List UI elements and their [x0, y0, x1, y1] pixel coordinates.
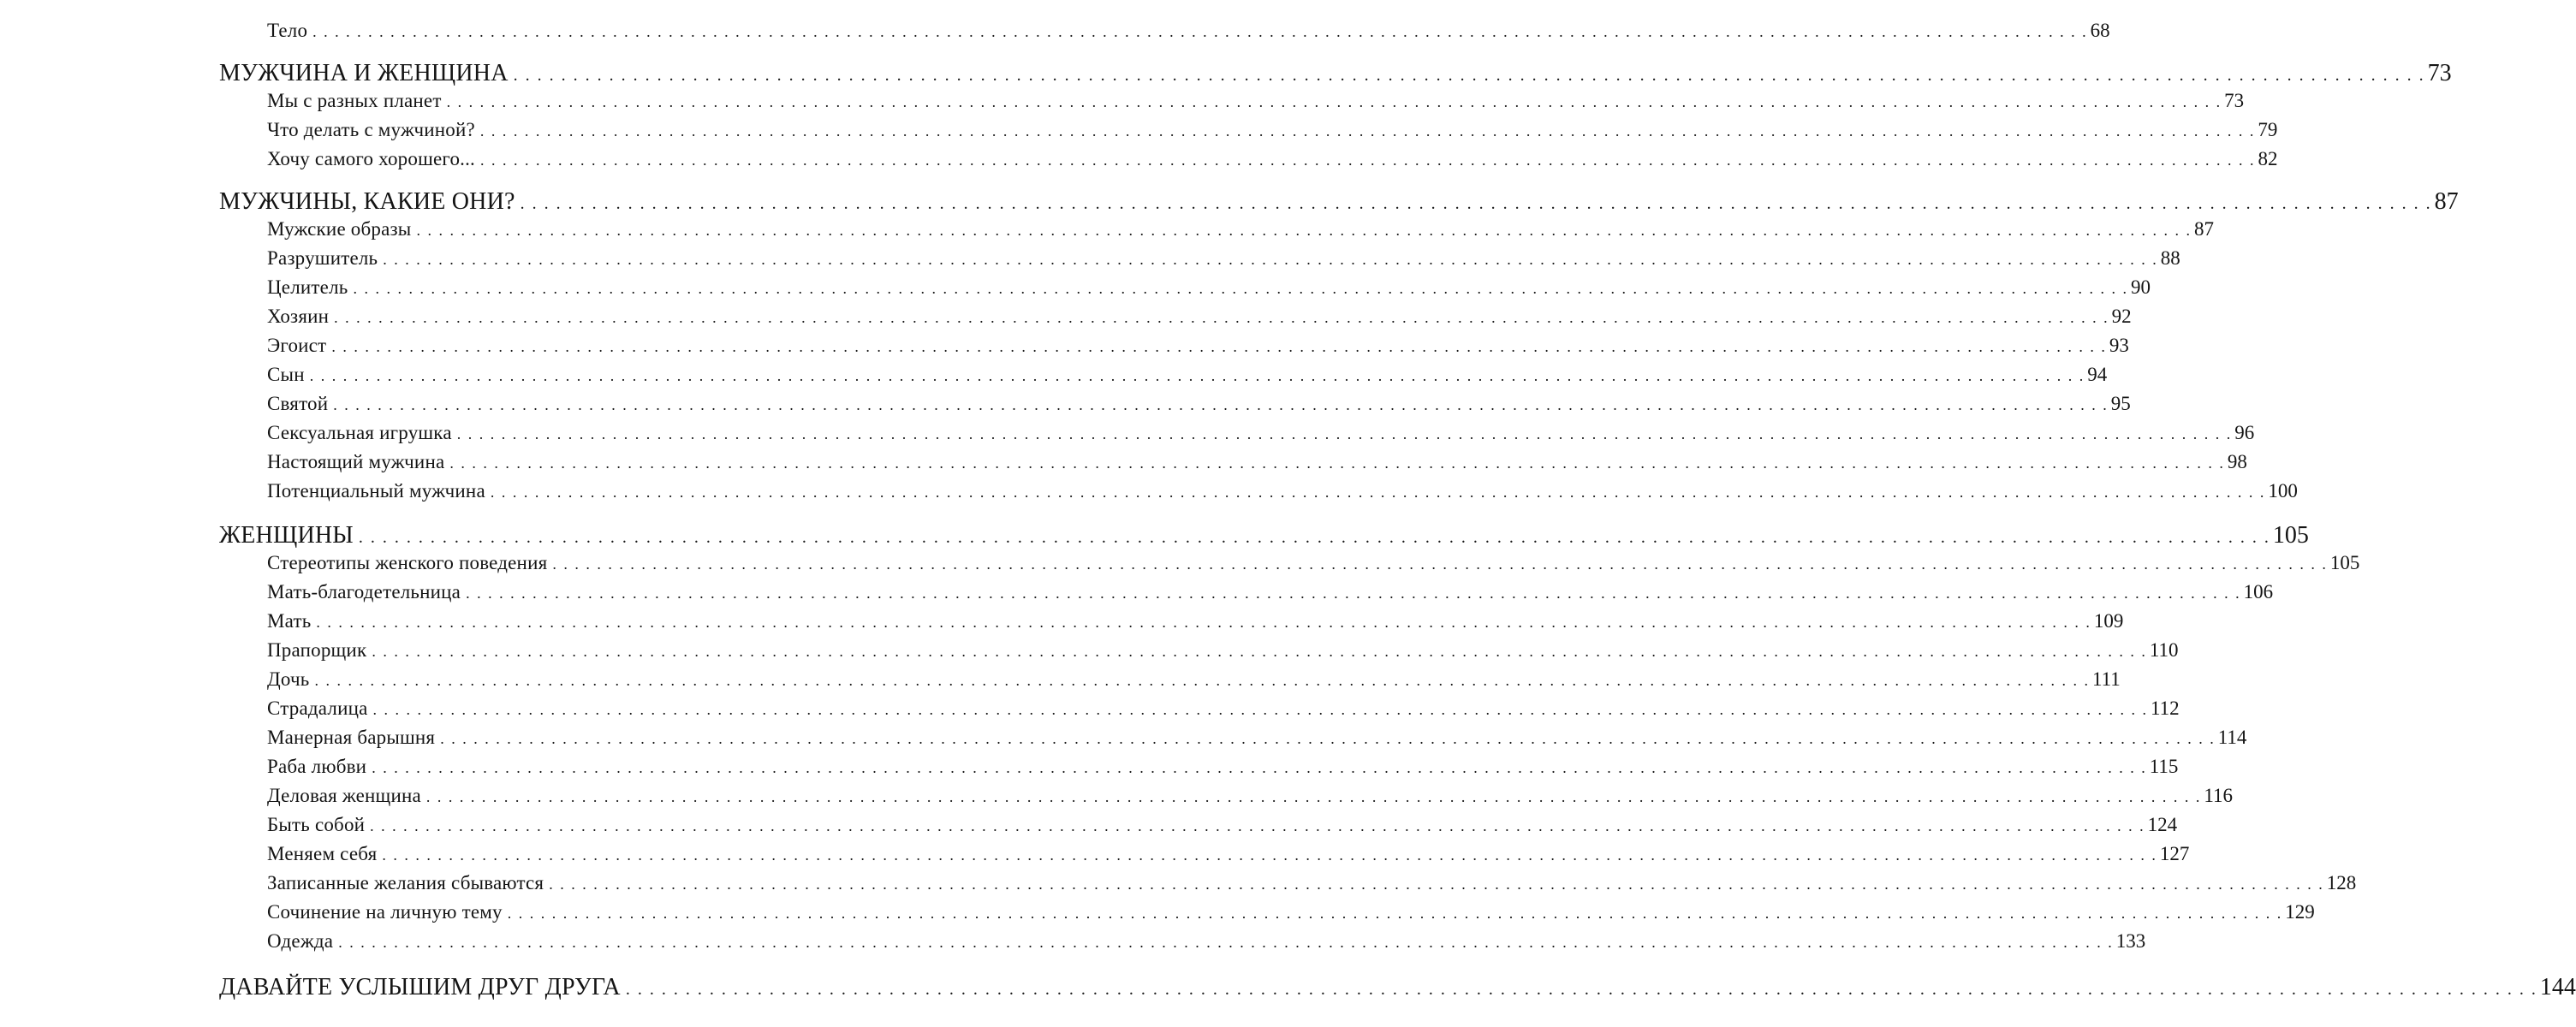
toc-page-number: 95 [2110, 393, 2131, 414]
toc-title: Манерная барышня [267, 727, 436, 748]
toc-page-number: 114 [2217, 727, 2247, 748]
dot-leader: . . . . . . . . . . . . . . . . . . . . . . . . . . . . . . . . . . . . . . . . . . . . . . . . . . . . . . . . . . . . . . . . . . . . . . . . . . . . . . . . . . . . . . . . . . . . . . . . . . . . . . . . . . . . . . . . . . . . . . . . . . . . . . . . . . . . . . . . . . . . . . . . . . . . . . . . . . . . . . . . [331, 338, 2107, 355]
toc-entry [267, 148, 2278, 169]
toc-page-number: 82 [2258, 148, 2278, 169]
toc-title: Хочу самого хорошего... [267, 148, 476, 169]
toc-title: Эгоист [267, 335, 327, 356]
toc-title: Страдалица [267, 698, 368, 719]
toc-section-heading [219, 974, 2576, 1000]
toc-entry [267, 552, 2360, 573]
toc-entry [267, 90, 2245, 111]
toc-page-number: 112 [2151, 698, 2180, 719]
toc-entry [267, 393, 2131, 414]
toc-page-number: 68 [2090, 20, 2110, 41]
dot-leader: . . . . . . . . . . . . . . . . . . . . . . . . . . . . . . . . . . . . . . . . . . . . . . . . . . . . . . . . . . . . . . . . . . . . . . . . . . . . . . . . . . . . . . . . . . . . . . . . . . . . . . . . . . . . . . . . . . . . . . . . . . . . . . . . . . . . . . . . . . . . . . . . . . . . . . . . . . . . . . . . [440, 730, 2216, 747]
dot-leader: . . . . . . . . . . . . . . . . . . . . . . . . . . . . . . . . . . . . . . . . . . . . . . . . . . . . . . . . . . . . . . . . . . . . . . . . . . . . . . . . . . . . . . . . . . . . . . . . . . . . . . . . . . . . . . . . . . . . . . . . . . . . . . . . . . . . . . . . . . . . . . . . . . . . . . . . . . . . . . . . [372, 759, 2147, 776]
dot-leader: . . . . . . . . . . . . . . . . . . . . . . . . . . . . . . . . . . . . . . . . . . . . . . . . . . . . . . . . . . . . . . . . . . . . . . . . . . . . . . . . . . . . . . . . . . . . . . . . . . . . . . . . . . . . . . . . . . . . . . . . . . . . . . . . . . . . . . . . . . . . . . . . . . . . . . . . . . . . . . . . [425, 788, 2202, 805]
toc-title: Целитель [267, 276, 348, 298]
toc-entry [267, 610, 2124, 632]
toc-title: МУЖЧИНА И ЖЕНЩИНА [219, 60, 509, 86]
toc-title: Мать [267, 610, 312, 632]
dot-leader: . . . . . . . . . . . . . . . . . . . . . . . . . . . . . . . . . . . . . . . . . . . . . . . . . . . . . . . . . . . . . . . . . . . . . . . . . . . . . . . . . . . . . . . . . . . . . . . . . . . . . . . . . . . . . . . . . . . . . . . . . . . . . . . . . . . . . . . . . . . . . . . . . . . . . . . . . . . . . . . . [370, 817, 2145, 834]
toc-page-number: 144 [2539, 974, 2576, 1000]
dot-leader: . . . . . . . . . . . . . . . . . . . . . . . . . . . . . . . . . . . . . . . . . . . . . . . . . . . . . . . . . . . . . . . . . . . . . . . . . . . . . . . . . . . . . . . . . . . . . . . . . . . . . . . . . . . . . . . . . . . . . . . . . . . . . . . . . . . . . . . . . . . . . . . . . . . . . . . . . . . . . . . . [520, 194, 2432, 213]
toc-page-number: 129 [2285, 901, 2315, 923]
toc-entry [267, 581, 2274, 603]
dot-leader: . . . . . . . . . . . . . . . . . . . . . . . . . . . . . . . . . . . . . . . . . . . . . . . . . . . . . . . . . . . . . . . . . . . . . . . . . . . . . . . . . . . . . . . . . . . . . . . . . . . . . . . . . . . . . . . . . . . . . . . . . . . . . . . . . . . . . . . . . . . . . . . . . . . . . . . . . . . . . . . . [353, 280, 2128, 297]
dot-leader: . . . . . . . . . . . . . . . . . . . . . . . . . . . . . . . . . . . . . . . . . . . . . . . . . . . . . . . . . . . . . . . . . . . . . . . . . . . . . . . . . . . . . . . . . . . . . . . . . . . . . . . . . . . . . . . . . . . . . . . . . . . . . . . . . . . . . . . . . . . . . . . . . . . . . . . . . . . . . . . . [480, 151, 2256, 169]
toc-page-number: 111 [2091, 668, 2121, 690]
toc-page-number: 90 [2130, 276, 2151, 298]
toc-page-number: 124 [2147, 814, 2178, 835]
toc-entry [267, 785, 2234, 806]
dot-leader: . . . . . . . . . . . . . . . . . . . . . . . . . . . . . . . . . . . . . . . . . . . . . . . . . . . . . . . . . . . . . . . . . . . . . . . . . . . . . . . . . . . . . . . . . . . . . . . . . . . . . . . . . . . . . . . . . . . . . . . . . . . . . . . . . . . . . . . . . . . . . . . . . . . . . . . . . . . . . . . . [358, 528, 2270, 547]
toc-entry [267, 698, 2180, 719]
toc-entry [267, 218, 2214, 240]
dot-leader: . . . . . . . . . . . . . . . . . . . . . . . . . . . . . . . . . . . . . . . . . . . . . . . . . . . . . . . . . . . . . . . . . . . . . . . . . . . . . . . . . . . . . . . . . . . . . . . . . . . . . . . . . . . . . . . . . . . . . . . . . . . . . . . . . . . . . . . . . . . . . . . . . . . . . . . . . . . . . . . . [314, 672, 2090, 689]
toc-entry [267, 20, 2110, 41]
dot-leader: . . . . . . . . . . . . . . . . . . . . . . . . . . . . . . . . . . . . . . . . . . . . . . . . . . . . . . . . . . . . . . . . . . . . . . . . . . . . . . . . . . . . . . . . . . . . . . . . . . . . . . . . . . . . . . . . . . . . . . . . . . . . . . . . . . . . . . . . . . . . . . . . . . . . . . . . . . . . . . . . [490, 484, 2266, 501]
toc-entry [267, 901, 2315, 923]
dot-leader: . . . . . . . . . . . . . . . . . . . . . . . . . . . . . . . . . . . . . . . . . . . . . . . . . . . . . . . . . . . . . . . . . . . . . . . . . . . . . . . . . . . . . . . . . . . . . . . . . . . . . . . . . . . . . . . . . . . . . . . . . . . . . . . . . . . . . . . . . . . . . . . . . . . . . . . . . . . . . . . . [334, 309, 2109, 326]
toc-page-number: 100 [2268, 480, 2298, 502]
toc-entry [267, 364, 2108, 385]
toc-title: Мать-благодетельница [267, 581, 461, 603]
toc-page-number: 98 [2227, 451, 2247, 472]
toc-page-number: 96 [2234, 422, 2255, 443]
toc-title: Разрушитель [267, 247, 378, 269]
dot-leader: . . . . . . . . . . . . . . . . . . . . . . . . . . . . . . . . . . . . . . . . . . . . . . . . . . . . . . . . . . . . . . . . . . . . . . . . . . . . . . . . . . . . . . . . . . . . . . . . . . . . . . . . . . . . . . . . . . . . . . . . . . . . . . . . . . . . . . . . . . . . . . . . . . . . . . . . . . . . . . . . [513, 66, 2425, 85]
dot-leader: . . . . . . . . . . . . . . . . . . . . . . . . . . . . . . . . . . . . . . . . . . . . . . . . . . . . . . . . . . . . . . . . . . . . . . . . . . . . . . . . . . . . . . . . . . . . . . . . . . . . . . . . . . . . . . . . . . . . . . . . . . . . . . . . . . . . . . . . . . . . . . . . . . . . . . . . . . . . . . . . [316, 614, 2091, 631]
dot-leader: . . . . . . . . . . . . . . . . . . . . . . . . . . . . . . . . . . . . . . . . . . . . . . . . . . . . . . . . . . . . . . . . . . . . . . . . . . . . . . . . . . . . . . . . . . . . . . . . . . . . . . . . . . . . . . . . . . . . . . . . . . . . . . . . . . . . . . . . . . . . . . . . . . . . . . . . . . . . . . . . [456, 425, 2233, 442]
toc-title: Одежда [267, 930, 334, 952]
toc-title: ДАВАЙТЕ УСЛЫШИМ ДРУГ ДРУГА [219, 974, 621, 1000]
toc-title: МУЖЧИНЫ, КАКИЕ ОНИ? [219, 188, 515, 215]
toc-section-heading [219, 60, 2452, 86]
toc-title: Потенциальный мужчина [267, 480, 485, 502]
toc-title: ЖЕНЩИНЫ [219, 522, 354, 549]
toc-page-number: 106 [2243, 581, 2274, 603]
toc-title: Настоящий мужчина [267, 451, 445, 472]
dot-leader: . . . . . . . . . . . . . . . . . . . . . . . . . . . . . . . . . . . . . . . . . . . . . . . . . . . . . . . . . . . . . . . . . . . . . . . . . . . . . . . . . . . . . . . . . . . . . . . . . . . . . . . . . . . . . . . . . . . . . . . . . . . . . . . . . . . . . . . . . . . . . . . . . . . . . . . . . . . . . . . . [372, 701, 2148, 718]
dot-leader: . . . . . . . . . . . . . . . . . . . . . . . . . . . . . . . . . . . . . . . . . . . . . . . . . . . . . . . . . . . . . . . . . . . . . . . . . . . . . . . . . . . . . . . . . . . . . . . . . . . . . . . . . . . . . . . . . . . . . . . . . . . . . . . . . . . . . . . . . . . . . . . . . . . . . . . . . . . . . . . . [549, 876, 2324, 893]
toc-entry [267, 727, 2247, 748]
toc-page-number: 109 [2093, 610, 2124, 632]
toc-entry [267, 306, 2132, 327]
toc-page-number: 105 [2329, 552, 2360, 573]
toc-title: Стереотипы женского поведения [267, 552, 548, 573]
dot-leader: . . . . . . . . . . . . . . . . . . . . . . . . . . . . . . . . . . . . . . . . . . . . . . . . . . . . . . . . . . . . . . . . . . . . . . . . . . . . . . . . . . . . . . . . . . . . . . . . . . . . . . . . . . . . . . . . . . . . . . . . . . . . . . . . . . . . . . . . . . . . . . . . . . . . . . . . . . . . . . . . [382, 846, 2157, 864]
toc-title: Раба любви [267, 756, 367, 777]
toc-title: Сексуальная игрушка [267, 422, 452, 443]
toc-title: Сочинение на личную тему [267, 901, 503, 923]
toc-title: Дочь [267, 668, 310, 690]
dot-leader: . . . . . . . . . . . . . . . . . . . . . . . . . . . . . . . . . . . . . . . . . . . . . . . . . . . . . . . . . . . . . . . . . . . . . . . . . . . . . . . . . . . . . . . . . . . . . . . . . . . . . . . . . . . . . . . . . . . . . . . . . . . . . . . . . . . . . . . . . . . . . . . . . . . . . . . . . . . . . . . . [479, 122, 2256, 140]
toc-page-number: 127 [2159, 843, 2190, 864]
toc-section-heading [219, 522, 2309, 549]
toc-title: Записанные желания сбываются [267, 872, 544, 893]
toc-title: Прапорщик [267, 639, 367, 661]
dot-leader: . . . . . . . . . . . . . . . . . . . . . . . . . . . . . . . . . . . . . . . . . . . . . . . . . . . . . . . . . . . . . . . . . . . . . . . . . . . . . . . . . . . . . . . . . . . . . . . . . . . . . . . . . . . . . . . . . . . . . . . . . . . . . . . . . . . . . . . . . . . . . . . . . . . . . . . . . . . . . . . . [333, 396, 2109, 413]
dot-leader: . . . . . . . . . . . . . . . . . . . . . . . . . . . . . . . . . . . . . . . . . . . . . . . . . . . . . . . . . . . . . . . . . . . . . . . . . . . . . . . . . . . . . . . . . . . . . . . . . . . . . . . . . . . . . . . . . . . . . . . . . . . . . . . . . . . . . . . . . . . . . . . . . . . . . . . . . . . . . . . . [449, 454, 2225, 472]
toc-page-number: 87 [2193, 218, 2214, 240]
toc-entry [267, 480, 2298, 502]
toc-title: Хозяин [267, 306, 330, 327]
toc-entry [267, 814, 2178, 835]
toc-page-number: 73 [2224, 90, 2245, 111]
toc-page-number: 87 [2434, 188, 2459, 215]
toc-page-number: 128 [2326, 872, 2357, 893]
dot-leader: . . . . . . . . . . . . . . . . . . . . . . . . . . . . . . . . . . . . . . . . . . . . . . . . . . . . . . . . . . . . . . . . . . . . . . . . . . . . . . . . . . . . . . . . . . . . . . . . . . . . . . . . . . . . . . . . . . . . . . . . . . . . . . . . . . . . . . . . . . . . . . . . . . . . . . . . . . . . . . . . [466, 585, 2241, 602]
toc-entry [267, 276, 2151, 298]
dot-leader: . . . . . . . . . . . . . . . . . . . . . . . . . . . . . . . . . . . . . . . . . . . . . . . . . . . . . . . . . . . . . . . . . . . . . . . . . . . . . . . . . . . . . . . . . . . . . . . . . . . . . . . . . . . . . . . . . . . . . . . . . . . . . . . . . . . . . . . . . . . . . . . . . . . . . . . . . . . . . . . . [309, 367, 2085, 384]
toc-entry [267, 843, 2190, 864]
toc-entry [267, 872, 2357, 893]
toc-entry [267, 422, 2255, 443]
dot-leader: . . . . . . . . . . . . . . . . . . . . . . . . . . . . . . . . . . . . . . . . . . . . . . . . . . . . . . . . . . . . . . . . . . . . . . . . . . . . . . . . . . . . . . . . . . . . . . . . . . . . . . . . . . . . . . . . . . . . . . . . . . . . . . . . . . . . . . . . . . . . . . . . . . . . . . . . . . . . . . . . [416, 222, 2192, 239]
toc-page-number: 105 [2272, 522, 2309, 549]
toc-title: Мы с разных планет [267, 90, 442, 111]
toc-title: Быть собой [267, 814, 366, 835]
toc-title: Меняем себя [267, 843, 378, 864]
toc-page-number: 79 [2258, 119, 2278, 140]
toc-page-number: 116 [2204, 785, 2234, 806]
toc-entry [267, 639, 2179, 661]
toc-title: Сын [267, 364, 305, 385]
dot-leader: . . . . . . . . . . . . . . . . . . . . . . . . . . . . . . . . . . . . . . . . . . . . . . . . . . . . . . . . . . . . . . . . . . . . . . . . . . . . . . . . . . . . . . . . . . . . . . . . . . . . . . . . . . . . . . . . . . . . . . . . . . . . . . . . . . . . . . . . . . . . . . . . . . . . . . . . . . . . . . . . [312, 23, 2088, 40]
toc-entry [267, 335, 2129, 356]
toc-page-number: 133 [2115, 930, 2146, 952]
toc-page-number: 88 [2160, 247, 2180, 269]
dot-leader: . . . . . . . . . . . . . . . . . . . . . . . . . . . . . . . . . . . . . . . . . . . . . . . . . . . . . . . . . . . . . . . . . . . . . . . . . . . . . . . . . . . . . . . . . . . . . . . . . . . . . . . . . . . . . . . . . . . . . . . . . . . . . . . . . . . . . . . . . . . . . . . . . . . . . . . . . . . . . . . . [446, 93, 2222, 110]
dot-leader: . . . . . . . . . . . . . . . . . . . . . . . . . . . . . . . . . . . . . . . . . . . . . . . . . . . . . . . . . . . . . . . . . . . . . . . . . . . . . . . . . . . . . . . . . . . . . . . . . . . . . . . . . . . . . . . . . . . . . . . . . . . . . . . . . . . . . . . . . . . . . . . . . . . . . . . . . . . . . . . . [383, 251, 2158, 268]
toc-entry [267, 247, 2180, 269]
toc-page-number: 92 [2111, 306, 2132, 327]
toc-title: Что делать с мужчиной? [267, 119, 475, 140]
toc-entry [267, 451, 2247, 472]
dot-leader: . . . . . . . . . . . . . . . . . . . . . . . . . . . . . . . . . . . . . . . . . . . . . . . . . . . . . . . . . . . . . . . . . . . . . . . . . . . . . . . . . . . . . . . . . . . . . . . . . . . . . . . . . . . . . . . . . . . . . . . . . . . . . . . . . . . . . . . . . . . . . . . . . . . . . . . . . . . . . . . . [338, 934, 2114, 951]
dot-leader: . . . . . . . . . . . . . . . . . . . . . . . . . . . . . . . . . . . . . . . . . . . . . . . . . . . . . . . . . . . . . . . . . . . . . . . . . . . . . . . . . . . . . . . . . . . . . . . . . . . . . . . . . . . . . . . . . . . . . . . . . . . . . . . . . . . . . . . . . . . . . . . . . . . . . . . . . . . . . . . . [507, 905, 2283, 922]
toc-entry [267, 668, 2121, 690]
toc-entry [267, 756, 2179, 777]
toc-entry [267, 119, 2278, 140]
toc-page-number: 115 [2149, 756, 2179, 777]
toc-page-number: 94 [2087, 364, 2108, 385]
toc-title: Мужские образы [267, 218, 412, 240]
toc-page-number: 93 [2109, 335, 2129, 356]
dot-leader: . . . . . . . . . . . . . . . . . . . . . . . . . . . . . . . . . . . . . . . . . . . . . . . . . . . . . . . . . . . . . . . . . . . . . . . . . . . . . . . . . . . . . . . . . . . . . . . . . . . . . . . . . . . . . . . . . . . . . . . . . . . . . . . . . . . . . . . . . . . . . . . . . . . . . . . . . . . . . . . . [552, 555, 2328, 573]
dot-leader: . . . . . . . . . . . . . . . . . . . . . . . . . . . . . . . . . . . . . . . . . . . . . . . . . . . . . . . . . . . . . . . . . . . . . . . . . . . . . . . . . . . . . . . . . . . . . . . . . . . . . . . . . . . . . . . . . . . . . . . . . . . . . . . . . . . . . . . . . . . . . . . . . . . . . . . . . . . . . . . . [625, 980, 2537, 999]
toc-entry [267, 930, 2146, 952]
toc-title: Святой [267, 393, 329, 414]
toc-page-number: 73 [2427, 60, 2452, 86]
dot-leader: . . . . . . . . . . . . . . . . . . . . . . . . . . . . . . . . . . . . . . . . . . . . . . . . . . . . . . . . . . . . . . . . . . . . . . . . . . . . . . . . . . . . . . . . . . . . . . . . . . . . . . . . . . . . . . . . . . . . . . . . . . . . . . . . . . . . . . . . . . . . . . . . . . . . . . . . . . . . . . . . [372, 643, 2147, 660]
toc-title: Деловая женщина [267, 785, 421, 806]
toc-page-number: 110 [2149, 639, 2179, 661]
toc-title: Тело [267, 20, 308, 41]
toc-section-heading [219, 188, 2459, 215]
